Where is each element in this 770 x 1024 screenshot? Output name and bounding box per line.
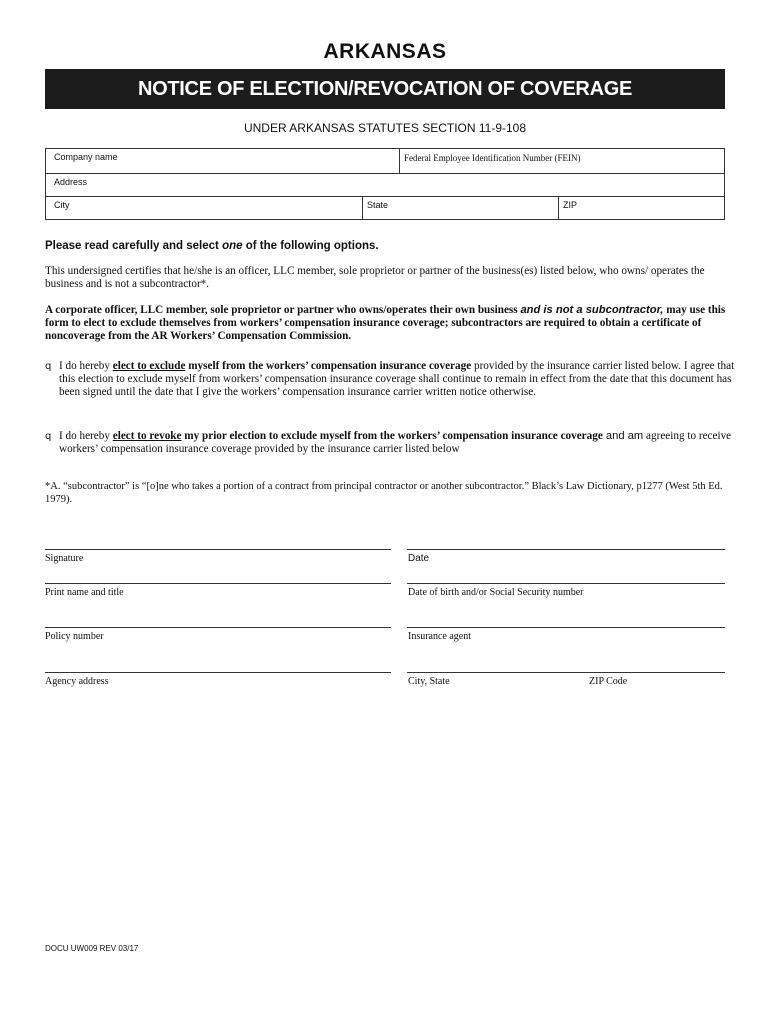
revoke-checkbox[interactable]: q xyxy=(45,431,52,442)
form-state-heading: ARKANSAS xyxy=(323,40,447,63)
city-state-zip-row xyxy=(45,196,725,220)
corporate-emphasis: and is not a subcontractor, xyxy=(520,304,664,316)
company-name-field[interactable]: Company name xyxy=(54,152,118,162)
corporate-part3: may use this form to elect to exclude themselves from workers’ compensation insurance coverage; subcontractors are required to obtain a certificate of noncoverage from the AR Workers’ Compensation Commission. xyxy=(45,304,726,342)
option-exclude xyxy=(45,360,735,399)
instructions-emphasis: one xyxy=(222,240,243,252)
fein-cell xyxy=(399,149,726,173)
signature-line[interactable] xyxy=(45,549,391,550)
insurance-agent-line[interactable] xyxy=(407,627,725,628)
city-field[interactable]: City xyxy=(54,200,70,210)
option1-lead: I do hereby xyxy=(59,360,113,372)
option1-keyword: elect to exclude xyxy=(112,360,186,372)
zip-field[interactable]: ZIP xyxy=(563,200,578,210)
option-revoke xyxy=(45,430,735,456)
date-label: Date xyxy=(408,553,430,564)
policy-number-line[interactable] xyxy=(45,627,391,628)
fein-field[interactable]: Federal Employee Identification Number (FEIN) xyxy=(404,153,581,163)
form-title-banner xyxy=(45,69,725,109)
policy-number-label: Policy number xyxy=(45,631,104,642)
footnote: *A. “subcontractor” is “[o]ne who takes a portion of a contract from principal contractor or another subcontractor.” Black’s Law Dictionary, p1277 (West 5th Ed. 1979). xyxy=(45,481,723,505)
insurance-agent-label: Insurance agent xyxy=(408,631,472,642)
zip-cell xyxy=(558,197,726,219)
state-cell xyxy=(362,197,559,219)
option2-keyword: elect to revoke xyxy=(112,430,182,442)
form-subtitle: UNDER ARKANSAS STATUTES SECTION 11-9-108 xyxy=(243,121,527,135)
exclude-checkbox[interactable]: q xyxy=(45,361,52,372)
instructions xyxy=(45,240,379,252)
dob-ssn-line[interactable] xyxy=(407,583,725,584)
option2-sans: and am xyxy=(602,430,644,442)
option1-bold: myself from the workers’ compensation insurance coverage xyxy=(185,360,472,372)
address-row xyxy=(45,173,725,197)
form-footer-code: DOCU UW009 REV 03/17 xyxy=(45,944,139,953)
corporate-paragraph xyxy=(45,304,735,343)
instructions-tail: of the following options. xyxy=(242,240,379,252)
zip-code-label: ZIP Code xyxy=(589,676,628,687)
option1-rest: provided by the insurance carrier listed below. I agree that this election to exclude myself from workers’ compensation insurance coverage shall continue to remain in effect from the date that this document has been signed until the date that I give the workers’ compensation insurance carrier written notice otherwise. xyxy=(59,360,735,398)
corporate-part1: A corporate officer, LLC member, sole proprietor or partner who owns/operates their own business xyxy=(45,304,521,316)
state-field[interactable]: State xyxy=(367,200,389,210)
signature-label: Signature xyxy=(45,553,84,564)
instructions-lead: Please read carefully and select xyxy=(45,240,223,252)
dob-ssn-label: Date of birth and/or Social Security number xyxy=(408,587,584,598)
company-row xyxy=(45,148,725,174)
option2-rest: agreeing to receive workers’ compensation insurance coverage provided by the insurance carrier listed below xyxy=(59,430,732,455)
print-name-line[interactable] xyxy=(45,583,391,584)
option2-bold: my prior election to exclude myself from the workers’ compensation insurance coverage xyxy=(181,430,603,442)
date-line[interactable] xyxy=(407,549,725,550)
option2-lead: I do hereby xyxy=(59,430,113,442)
city-state-zip-line[interactable] xyxy=(407,672,725,673)
address-field[interactable]: Address xyxy=(54,177,88,187)
certify-paragraph: This undersigned certifies that he/she is an officer, LLC member, sole proprietor or partner of the business(es) listed below, who owns/ operates the business and is not a subcontractor*. xyxy=(45,265,705,290)
form-title: NOTICE OF ELECTION/REVOCATION OF COVERAGE xyxy=(137,77,633,100)
city-state-label: City, State xyxy=(408,676,450,687)
agency-address-label: Agency address xyxy=(45,676,109,687)
agency-address-line[interactable] xyxy=(45,672,391,673)
print-name-label: Print name and title xyxy=(45,587,124,598)
